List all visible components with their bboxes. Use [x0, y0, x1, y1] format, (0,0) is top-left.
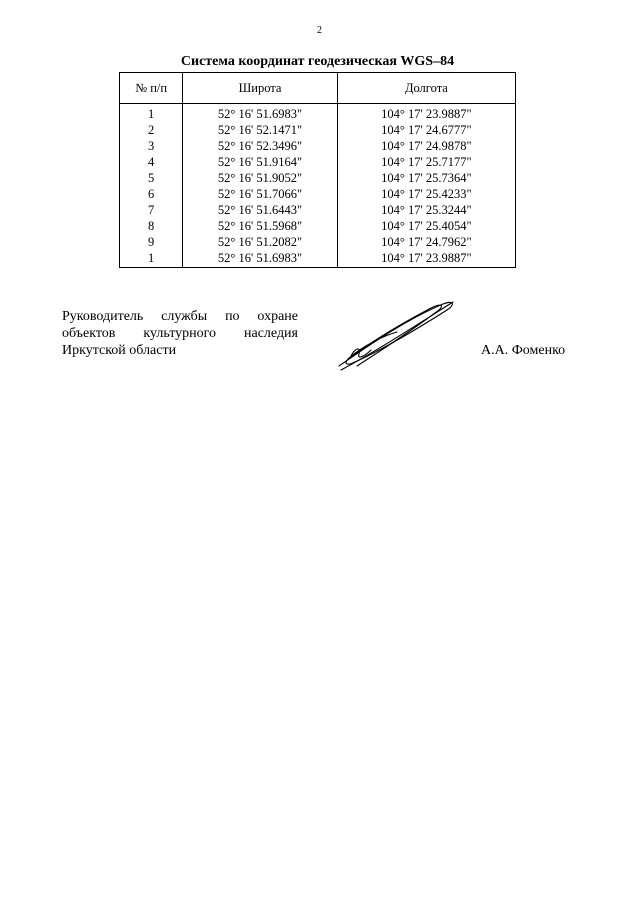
cell-num: 1 — [120, 250, 183, 268]
header-num: № п/п — [120, 73, 183, 104]
cell-latitude: 52° 16' 51.5968" — [183, 218, 338, 234]
cell-latitude: 52° 16' 52.3496" — [183, 138, 338, 154]
cell-num: 9 — [120, 234, 183, 250]
cell-latitude: 52° 16' 51.6983" — [183, 250, 338, 268]
page-number: 2 — [317, 25, 322, 36]
handwritten-signature — [335, 296, 460, 376]
table-row — [120, 170, 516, 186]
cell-longitude: 104° 17' 25.4054" — [337, 218, 515, 234]
cell-longitude: 104° 17' 23.9887" — [337, 104, 515, 123]
cell-longitude: 104° 17' 25.4233" — [337, 186, 515, 202]
cell-latitude: 52° 16' 51.6983" — [183, 104, 338, 123]
coordinates-table — [119, 72, 516, 268]
cell-latitude: 52° 16' 51.7066" — [183, 186, 338, 202]
table-row — [120, 186, 516, 202]
table-body — [120, 104, 516, 268]
table-row — [120, 250, 516, 268]
cell-longitude: 104° 17' 25.3244" — [337, 202, 515, 218]
table-row — [120, 218, 516, 234]
table-row — [120, 202, 516, 218]
cell-longitude: 104° 17' 24.7962" — [337, 234, 515, 250]
signer-position-line: Иркутской области — [62, 343, 177, 358]
cell-num: 8 — [120, 218, 183, 234]
cell-num: 2 — [120, 122, 183, 138]
cell-num: 1 — [120, 104, 183, 123]
cell-num: 4 — [120, 154, 183, 170]
table-header-row — [120, 73, 516, 104]
cell-longitude: 104° 17' 24.9878" — [337, 138, 515, 154]
table-title: Система координат геодезическая WGS–84 — [180, 54, 455, 69]
cell-latitude: 52° 16' 51.2082" — [183, 234, 338, 250]
cell-num: 6 — [120, 186, 183, 202]
cell-longitude: 104° 17' 25.7177" — [337, 154, 515, 170]
table-row — [120, 122, 516, 138]
table-row — [120, 154, 516, 170]
signer-position — [62, 308, 298, 359]
cell-latitude: 52° 16' 51.9164" — [183, 154, 338, 170]
cell-num: 3 — [120, 138, 183, 154]
cell-latitude: 52° 16' 51.9052" — [183, 170, 338, 186]
cell-longitude: 104° 17' 24.6777" — [337, 122, 515, 138]
cell-num: 7 — [120, 202, 183, 218]
signer-position-line: Руководитель службы по охране — [62, 309, 298, 324]
cell-longitude: 104° 17' 25.7364" — [337, 170, 515, 186]
header-latitude: Широта — [183, 73, 338, 104]
table-row — [120, 104, 516, 123]
cell-longitude: 104° 17' 23.9887" — [337, 250, 515, 268]
table-row — [120, 138, 516, 154]
signer-name: А.А. Фоменко — [481, 343, 566, 358]
table-row — [120, 234, 516, 250]
cell-latitude: 52° 16' 51.6443" — [183, 202, 338, 218]
header-longitude: Долгота — [337, 73, 515, 104]
cell-latitude: 52° 16' 52.1471" — [183, 122, 338, 138]
cell-num: 5 — [120, 170, 183, 186]
signer-position-line: объектов культурного наследия — [62, 326, 298, 341]
